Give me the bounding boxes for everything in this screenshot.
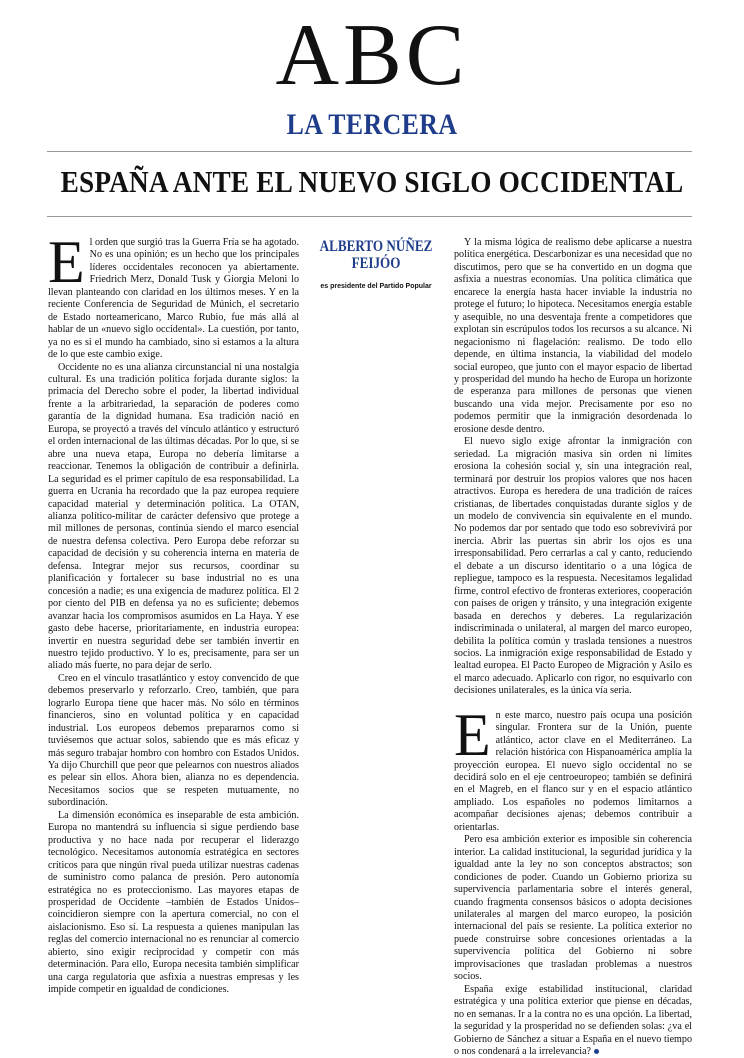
- paragraph: El nuevo siglo exige afrontar la inmigración con seriedad. La migración masiva sin orden ni límites erosiona la cohesión social y, sin una integración real, terminará por destruir los propios valores que nos hacen atractivos. Europa es heredera de una tradición de raíces cristianas, de libertades conquistadas durante siglos y de un modelo de convivencia sin equivalente en el mundo. No podemos dar por sentado que todo eso sobrevivirá por inercia. Abrir las puertas sin abrir los ojos es una irresponsabilidad. Pero cerrarlas a cal y canto, reduciendo el debate a un discurso identitario o a una lógica de repliegue, tampoco es la respuesta. Necesitamos legalidad firme, control efectivo de fronteras exteriores, cooperación con países de origen y tránsito, y una integración exigente basada en derechos y deberes. La regularización indiscriminada o unilateral, al margen del marco europeo, debilita la política común y traslada tensiones a nuestros socios. La inmigración exige responsabilidad de Estado y lealtad europea. El Pacto Europeo de Migración y Asilo es el marco adecuado. Aplicarlo con rigor, no esquivarlo con decisiones unilaterales, es la única vía seria.: [454, 436, 692, 697]
- paragraph: Creo en el vínculo trasatlántico y estoy convencido de que debemos preservarlo y reforzarlo. Creo, también, que para lograrlo Europa tiene que hacer más. No sólo en términos financieros, sino en voluntad política y en capacidad industrial. Los europeos debemos prepararnos como si tuviésemos que actuar solos, sabiendo que es más eficaz y más seguro trabajar hombro con hombro con Estados Unidos. Ya dijo Churchill que peor que pelearnos con nuestros aliados es pelear sin ellos. Ahora bien, alianza no es dependencia. Necesitamos socios que se respeten mutuamente, no subordinación.: [48, 672, 299, 809]
- drop-cap: E: [454, 701, 491, 768]
- drop-cap: E: [48, 229, 85, 295]
- paragraph: Y la misma lógica de realismo debe aplicarse a nuestra política energética. Descarbonizar es una necesidad que no discutimos, pero que se ha convertido en un dogma que asfixia a nuestras economías. Una política climática que encarece la energía hasta hacer inviable la industria no protege el futuro; lo hipoteca. Necesitamos energía estable y asequible, no una desventaja frente a competidores que explotan sin escrúpulos todos los recursos a su alcance. Ni negacionismo ni flagelación: realismo. De todo ello depende, en última instancia, la viabilidad del modelo social europeo, que junto con el mayor espacio de libertad y prosperidad del mundo ha hecho de Europa un horizonte de esperanza para millones de personas que vienen buscando una vida mejor. Precisamente por eso no podemos permitir que la inmigración desordenada lo erosione desde dentro.: [454, 237, 692, 435]
- paragraph: En este marco, nuestro país ocupa una posición singular. Frontera sur de la Unión, puente atlántico, actor clave en el Mediterráneo. La relación histórica con Hispanoamérica amplía la proyección europea. El nuevo siglo occidental no se decidirá solo en el eje centroeuropeo; también se definirá en el Magreb, en el flanco sur y en el espacio atlántico ampliado. Los españoles no podemos limitarnos a acompañar decisiones ajenas; debemos contribuir a orientarlas.: [454, 701, 692, 833]
- byline: [306, 238, 446, 291]
- section-title: LA TERCERA: [286, 108, 458, 141]
- article-column-right: [454, 237, 692, 1058]
- paragraph: España exige estabilidad institucional, claridad estratégica y una política exterior que piense en décadas, no en semanas. Ir a la contra no es una opción. La libertad, la seguridad y la prosperidad no se defienden solas: ¿va el Gobierno de Sánchez a situar a España en el nuevo tiempo o nos condenará a la irrelevancia?: [454, 983, 692, 1057]
- top-divider: [47, 151, 692, 152]
- article-column-left: [48, 229, 299, 997]
- paragraph: Pero esa ambición exterior es imposible sin coherencia interior. La calidad institucional, la seguridad jurídica y la igualdad ante la ley no son conceptos abstractos; son condiciones de poder. Cuando un Gobierno prioriza su supervivencia parlamentaria sobre el interés general, cuando fragmenta consensos básicos o adopta decisiones unilaterales al margen del marco europeo, la posición internacional del país se resiente. La política exterior no puede construirse sobre concesiones orientadas a la supervivencia política del Gobierno ni sobre improvisaciones que trasladan problemas a nuestros socios.: [454, 834, 692, 983]
- author-role: es presidente del Partido Popular: [320, 283, 432, 290]
- masthead: ABC: [275, 7, 469, 104]
- headline-divider: [47, 216, 692, 217]
- author-name: ALBERTO NÚÑEZ FEIJÓO: [319, 238, 433, 272]
- end-mark-icon: [594, 1049, 599, 1054]
- headline: ESPAÑA ANTE EL NUEVO SIGLO OCCIDENTAL: [60, 164, 684, 199]
- paragraph: El orden que surgió tras la Guerra Fría se ha agotado. No es una opinión; es un hecho que los principales líderes occidentales reconocen ya abiertamente. Friedrich Merz, Donald Tusk y Giorgia Meloni lo llevan planteando con claridad en los últimos meses. Y en la reciente Conferencia de Seguridad de Múnich, el secretario de Estado norteamericano, Marco Rubio, fue más allá al hablar de un «nuevo siglo occidental». La cuestión, por tanto, ya no es si el mundo ha cambiado, sino si estamos a la altura de lo que este cambio exige.: [48, 229, 299, 361]
- paragraph: La dimensión económica es inseparable de esta ambición. Europa no mantendrá su influencia si sigue perdiendo base productiva y no hace nada por recuperar el liderazgo tecnológico. Necesitamos autonomía estratégica en sectores críticos para que ningún rival pueda utilizar nuestras cadenas de suministro como palanca de presión. Pero autonomía estratégica no es proteccionismo. Las mayores etapas de prosperidad de Occidente –también de Estados Unidos– coincidieron siempre con la apertura comercial, no con el aislacionismo. Eso sí. La respuesta a quienes manipulan las reglas del comercio internacional no es renunciar al comercio abierto, sino exigir reciprocidad y competir con más determinación. Para ello, Europa necesita también simplificar una carga regulatoria que asfixia a nuestras empresas y les impide competir en igualdad de condiciones.: [48, 809, 299, 996]
- paragraph: Occidente no es una alianza circunstancial ni una nostalgia cultural. Es una tradición política forjada durante siglos: la primacía del Derecho sobre el poder, la libertad individual frente a la arbitrariedad, la separación de poderes como garantía de la dignidad humana. Esa tradición nació en Europa, se proyectó a través del vínculo atlántico y estructuró el orden internacional de las últimas décadas. Por lo que, si se abre una nueva etapa, Europa no debería limitarse a reaccionar. Tenemos la obligación de contribuir a definirla. La seguridad es el primer capítulo de esa responsabilidad. La guerra en Ucrania ha recordado que la paz europea requiere capacidad material y determinación política. La OTAN, alianza político-militar de carácter defensivo que protege a mil millones de personas, continúa siendo el marco esencial de nuestra defensa colectiva. Pero Europa debe reforzar su capacidad de decisión y su coherencia interna en materia de defensa. Integrar mejor sus recursos, coordinar su planificación y fortalecer su base industrial no es una concesión a nadie; es una exigencia de madurez política. El 2 por ciento del PIB en defensa ya no es suficiente; debemos avanzar hacia los compromisos asumidos en La Haya. Y ese gasto debe hacerse, prioritariamente, en industria europea: invertir en nuestra seguridad debe ser también invertir en nuestro tejido productivo. Y lo es, precisamente, para ser un aliado más fuerte, no para dejar de serlo.: [48, 361, 299, 672]
